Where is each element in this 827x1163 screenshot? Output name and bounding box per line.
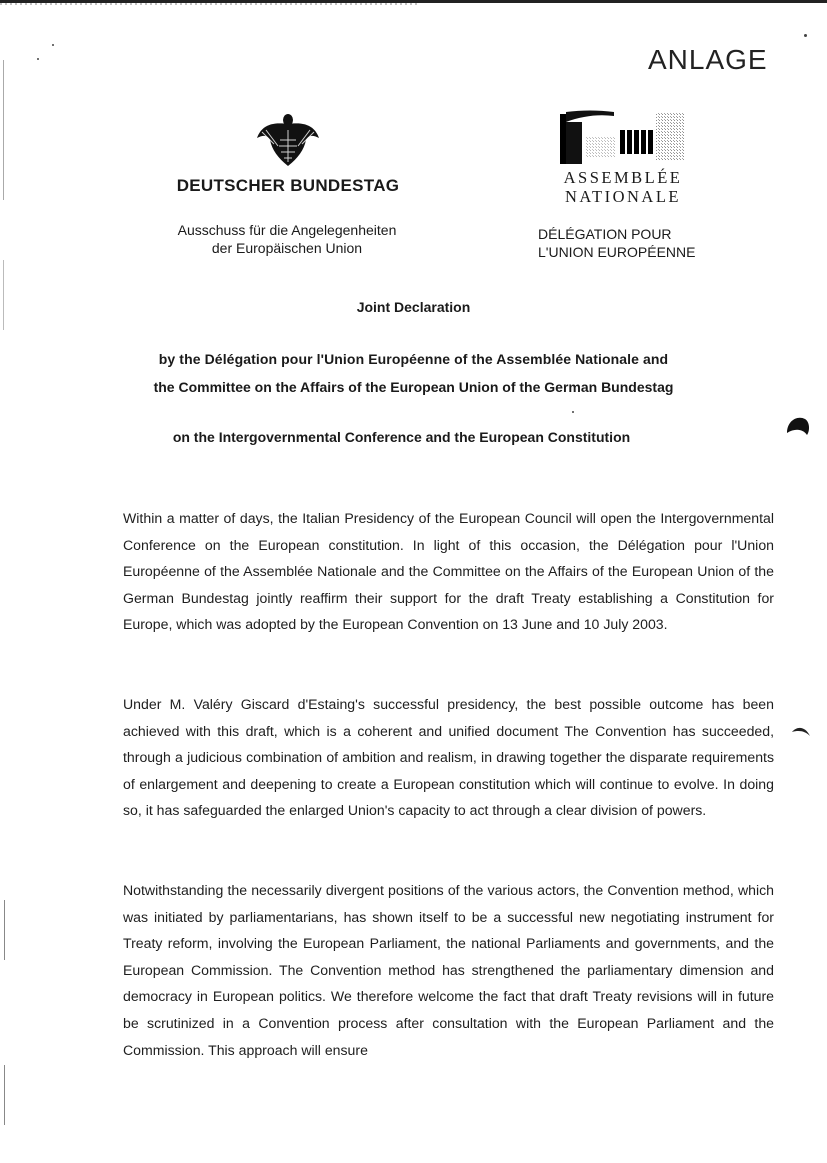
declaration-subtitle-line2: the Committee on the Affairs of the European Union of the German Bundestag: [153, 379, 674, 395]
scan-top-noise: [0, 3, 420, 5]
bundestag-committee: [150, 221, 424, 257]
scan-blot: [791, 725, 811, 739]
assemblee-delegation-line2: L'UNION EUROPÉENNE: [538, 244, 696, 260]
bundestag-title: DEUTSCHER BUNDESTAG: [176, 176, 400, 195]
scan-speck: [37, 58, 39, 60]
scan-edge-mark: [4, 1065, 5, 1125]
declaration-title: Joint Declaration: [356, 299, 471, 315]
assemblee-nationale-name: [548, 168, 698, 206]
scan-speck: [572, 411, 574, 413]
assemblee-delegation-line1: DÉLÉGATION POUR: [538, 226, 672, 242]
body-paragraph-3: Notwithstanding the necessarily divergent positions of the various actors, the Convention method, which was initiated by parliamentarians, has shown itself to be a successful new negotiating instrument for Treaty reform, involving the European Parliament, the national Parliaments and governments, and the European Commission. The Convention method has strengthened the parliamentary dimension and democracy in European politics. We therefore welcome the fact that draft Treaty revisions will in future be scrutinized in a Convention process after consultation with the European Parliament and the Commission. This approach will ensure: [123, 882, 774, 1058]
assemblee-delegation: [538, 225, 738, 261]
assemblee-name-line2: NATIONALE: [565, 187, 681, 206]
declaration-subtitle-line1: by the Délégation pour l'Union Européenne of the Assemblée Nationale and: [158, 351, 669, 367]
scan-edge-mark: [3, 260, 4, 330]
bundestag-committee-line1: Ausschuss für die Angelegenheiten: [177, 222, 397, 238]
federal-eagle-icon: [254, 110, 322, 168]
stamp-anlage: ANLAGE: [648, 44, 768, 75]
scan-edge-mark: [4, 900, 5, 960]
scan-speck: [804, 34, 807, 37]
bundestag-committee-line2: der Europäischen Union: [211, 240, 363, 256]
assemblee-nationale-logo: [560, 108, 686, 168]
body-paragraph-2: Under M. Valéry Giscard d'Estaing's successful presidency, the best possible outcome has been achieved with this draft, which is a coherent and unified document The Convention has succeeded, through a judicious combination of ambition and realism, in drawing together the disparate requirements of enlargement and deepening to create a European constitution which will continue to evolve. In doing so, it has safeguarded the enlarged Union's capacity to act through a clear division of powers.: [123, 696, 774, 819]
scan-speck: [52, 44, 54, 46]
declaration-subtitle-line3: on the Intergovernmental Conference and the European Constitution: [172, 429, 631, 445]
assemblee-name-line1: ASSEMBLÉE: [563, 168, 683, 187]
body-paragraph-1: Within a matter of days, the Italian Presidency of the European Council will open the Intergovernmental Conference on the European constitution. In light of this occasion, the Délégation pour l'Union Européenne of the Assemblée Nationale and the Committee on the Affairs of the European Union of the German Bundestag jointly reaffirm their support for the draft Treaty establishing a Constitution for Europe, which was adopted by the European Convention on 13 June and 10 July 2003.: [123, 510, 774, 633]
scan-edge-mark: [3, 60, 4, 200]
